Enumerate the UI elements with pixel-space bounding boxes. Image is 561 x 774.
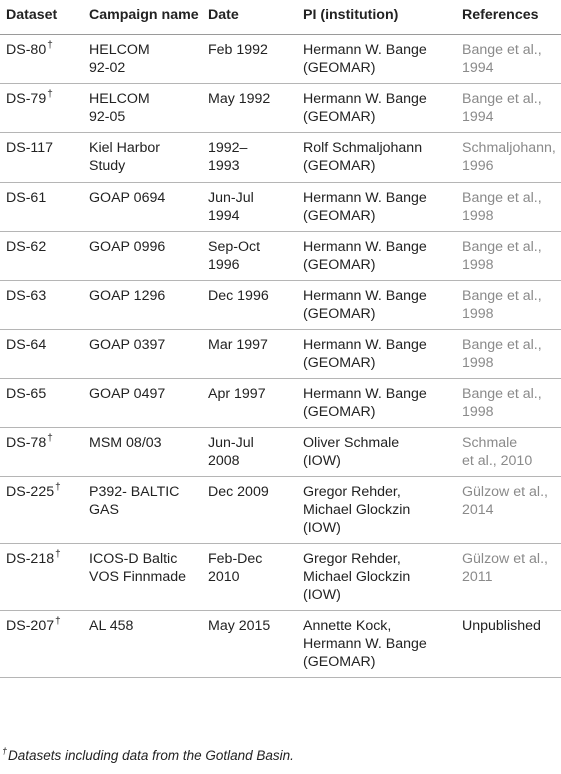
dataset-cell: [0, 330, 85, 379]
pi-cell-line: (GEOMAR): [303, 158, 376, 174]
dataset-cell: [0, 133, 85, 183]
campaign-cell-line: GAS: [89, 502, 119, 518]
campaign-cell-line: GOAP 0694: [89, 190, 166, 206]
reference-cell-line: Bange et al.,: [462, 337, 542, 353]
dataset-id: DS-207: [6, 618, 55, 634]
campaign-cell-line: Study: [89, 158, 126, 174]
dagger-mark: †: [55, 616, 61, 627]
reference-cell: [458, 183, 561, 232]
date-cell: [204, 281, 299, 330]
date-cell: [204, 611, 299, 678]
pi-cell-line: (GEOMAR): [303, 109, 376, 125]
pi-cell-line: (IOW): [303, 587, 341, 603]
pi-cell-line: Hermann W. Bange: [303, 91, 427, 107]
date-cell-line: 2010: [208, 569, 240, 585]
campaign-cell-line: GOAP 0497: [89, 386, 166, 402]
reference-cell: [458, 330, 561, 379]
dagger-mark: †: [47, 40, 53, 51]
date-cell: [204, 428, 299, 477]
pi-cell: [299, 428, 458, 477]
date-cell-line: Apr 1997: [208, 386, 266, 402]
pi-cell: [299, 35, 458, 84]
date-cell: [204, 35, 299, 84]
pi-cell-line: (GEOMAR): [303, 60, 376, 76]
date-cell: [204, 183, 299, 232]
dataset-cell: [0, 84, 85, 133]
dataset-id: DS-63: [6, 288, 47, 304]
date-cell: [204, 477, 299, 544]
pi-cell: [299, 477, 458, 544]
reference-cell: [458, 477, 561, 544]
pi-cell-line: (GEOMAR): [303, 355, 376, 371]
date-cell-line: 1996: [208, 257, 240, 273]
dagger-mark: †: [55, 549, 61, 560]
campaign-cell: [85, 183, 204, 232]
campaign-cell: [85, 428, 204, 477]
header-references: References: [458, 0, 561, 35]
reference-cell-line: Bange et al.,: [462, 42, 542, 58]
dataset-cell: [0, 611, 85, 678]
header-row: [0, 0, 561, 35]
dataset-cell: [0, 544, 85, 611]
campaign-cell-line: VOS Finnmade: [89, 569, 186, 585]
table-footnote: [2, 748, 294, 763]
dataset-cell: [0, 379, 85, 428]
dataset-cell: [0, 35, 85, 84]
date-cell-line: May 2015: [208, 618, 271, 634]
table-row: [0, 35, 561, 84]
reference-cell-line: Bange et al.,: [462, 190, 542, 206]
dataset-id: DS-61: [6, 190, 47, 206]
date-cell-line: 1993: [208, 158, 240, 174]
date-cell-line: Dec 1996: [208, 288, 269, 304]
dataset-id: DS-218: [6, 551, 55, 567]
pi-cell-line: (GEOMAR): [303, 654, 376, 670]
reference-cell-line: 1998: [462, 404, 494, 420]
campaign-cell: [85, 477, 204, 544]
table-row: [0, 232, 561, 281]
pi-cell-line: Hermann W. Bange: [303, 636, 427, 652]
dataset-cell: [0, 232, 85, 281]
reference-cell-line: Gülzow et al.,: [462, 551, 548, 567]
date-cell-line: 1992–: [208, 140, 248, 156]
table-row: [0, 477, 561, 544]
pi-cell-line: Michael Glockzin: [303, 502, 411, 518]
pi-cell-line: Hermann W. Bange: [303, 288, 427, 304]
table-header: [0, 0, 561, 35]
pi-cell: [299, 232, 458, 281]
reference-cell: [458, 232, 561, 281]
table-row: [0, 379, 561, 428]
dataset-id: DS-79: [6, 91, 47, 107]
reference-cell: [458, 379, 561, 428]
table-body: [0, 35, 561, 678]
reference-cell-line: Bange et al.,: [462, 239, 542, 255]
date-cell: [204, 232, 299, 281]
date-cell: [204, 544, 299, 611]
dataset-id: DS-78: [6, 435, 47, 451]
header-dataset: Dataset: [0, 0, 85, 35]
campaign-cell-line: HELCOM: [89, 91, 150, 107]
pi-cell-line: Hermann W. Bange: [303, 42, 427, 58]
reference-cell-line: Schmale: [462, 435, 518, 451]
pi-cell-line: (IOW): [303, 520, 341, 536]
campaign-cell: [85, 379, 204, 428]
reference-cell: [458, 35, 561, 84]
campaign-cell: [85, 84, 204, 133]
campaign-cell-line: AL 458: [89, 618, 134, 634]
pi-cell-line: (GEOMAR): [303, 404, 376, 420]
campaign-cell-line: 92-02: [89, 60, 126, 76]
dataset-id: DS-225: [6, 484, 55, 500]
date-cell-line: Feb-Dec: [208, 551, 263, 567]
pi-cell-line: (GEOMAR): [303, 306, 376, 322]
campaign-cell-line: 92-05: [89, 109, 126, 125]
pi-cell-line: Gregor Rehder,: [303, 484, 401, 500]
dagger-mark: †: [47, 433, 53, 444]
reference-cell-line: Schmaljohann,: [462, 140, 556, 156]
header-pi-institution: PI (institution): [299, 0, 458, 35]
table-row: [0, 428, 561, 477]
table-row: [0, 133, 561, 183]
campaign-cell-line: GOAP 0996: [89, 239, 166, 255]
dataset-id: DS-62: [6, 239, 47, 255]
header-campaign-name: Campaign name: [85, 0, 204, 35]
date-cell-line: Sep-Oct: [208, 239, 261, 255]
campaign-cell-line: MSM 08/03: [89, 435, 162, 451]
pi-cell-line: Michael Glockzin: [303, 569, 411, 585]
date-cell-line: Dec 2009: [208, 484, 269, 500]
campaign-cell-line: GOAP 1296: [89, 288, 166, 304]
reference-cell: [458, 133, 561, 183]
reference-cell-line: 1998: [462, 306, 494, 322]
date-cell-line: Jun-Jul: [208, 190, 254, 206]
date-cell-line: May 1992: [208, 91, 271, 107]
date-cell: [204, 330, 299, 379]
campaign-cell: [85, 330, 204, 379]
pi-cell-line: Hermann W. Bange: [303, 239, 427, 255]
header-date: Date: [204, 0, 299, 35]
dataset-cell: [0, 281, 85, 330]
date-cell-line: Mar 1997: [208, 337, 268, 353]
campaign-cell: [85, 35, 204, 84]
reference-cell-line: 1998: [462, 355, 494, 371]
reference-cell-line: 1998: [462, 257, 494, 273]
reference-cell-line: Bange et al.,: [462, 288, 542, 304]
campaign-cell: [85, 281, 204, 330]
date-cell-line: 1994: [208, 208, 240, 224]
reference-cell: [458, 281, 561, 330]
pi-cell: [299, 281, 458, 330]
dagger-mark: †: [47, 89, 53, 100]
campaign-cell-line: ICOS-D Baltic: [89, 551, 178, 567]
reference-cell-line: 1996: [462, 158, 494, 174]
dataset-cell: [0, 428, 85, 477]
campaign-cell: [85, 133, 204, 183]
pi-cell-line: Annette Kock,: [303, 618, 392, 634]
date-cell-line: 2008: [208, 453, 240, 469]
reference-cell-line: 1994: [462, 109, 494, 125]
reference-cell-line: Gülzow et al.,: [462, 484, 548, 500]
dataset-id: DS-64: [6, 337, 47, 353]
table-row: [0, 84, 561, 133]
reference-cell-line: 2011: [462, 569, 493, 585]
pi-cell: [299, 330, 458, 379]
dataset-cell: [0, 183, 85, 232]
pi-cell-line: Rolf Schmaljohann: [303, 140, 423, 156]
campaign-cell: [85, 544, 204, 611]
date-cell: [204, 133, 299, 183]
dagger-mark: †: [55, 482, 61, 493]
reference-cell-line: Bange et al.,: [462, 386, 542, 402]
pi-cell-line: Hermann W. Bange: [303, 337, 427, 353]
reference-cell-line: et al., 2010: [462, 453, 533, 469]
date-cell-line: Feb 1992: [208, 42, 268, 58]
pi-cell: [299, 183, 458, 232]
date-cell: [204, 379, 299, 428]
pi-cell: [299, 544, 458, 611]
campaign-cell-line: GOAP 0397: [89, 337, 166, 353]
pi-cell-line: Hermann W. Bange: [303, 386, 427, 402]
pi-cell-line: Gregor Rehder,: [303, 551, 401, 567]
pi-cell-line: (GEOMAR): [303, 208, 376, 224]
reference-cell-line: 2014: [462, 502, 494, 518]
date-cell: [204, 84, 299, 133]
footnote-dagger: †: [2, 746, 8, 756]
reference-cell: [458, 428, 561, 477]
pi-cell-line: (IOW): [303, 453, 341, 469]
reference-cell-line: Unpublished: [462, 618, 541, 634]
dataset-id: DS-65: [6, 386, 47, 402]
pi-cell: [299, 84, 458, 133]
reference-cell-line: Bange et al.,: [462, 91, 542, 107]
date-cell-line: Jun-Jul: [208, 435, 254, 451]
campaign-cell: [85, 611, 204, 678]
table-row: [0, 183, 561, 232]
footnote-text: Datasets including data from the Gotland Basin.: [8, 748, 294, 763]
reference-cell-line: 1998: [462, 208, 494, 224]
reference-cell: [458, 84, 561, 133]
pi-cell-line: Oliver Schmale: [303, 435, 400, 451]
pi-cell: [299, 379, 458, 428]
campaign-cell-line: P392- BALTIC: [89, 484, 180, 500]
pi-cell-line: Hermann W. Bange: [303, 190, 427, 206]
table-row: [0, 281, 561, 330]
pi-cell: [299, 133, 458, 183]
campaign-cell-line: Kiel Harbor: [89, 140, 160, 156]
campaign-cell: [85, 232, 204, 281]
reference-cell: [458, 611, 561, 678]
dataset-id: DS-117: [6, 140, 54, 156]
table-row: [0, 330, 561, 379]
dataset-cell: [0, 477, 85, 544]
table-row: [0, 544, 561, 611]
pi-cell-line: (GEOMAR): [303, 257, 376, 273]
pi-cell: [299, 611, 458, 678]
table-row: [0, 611, 561, 678]
reference-cell-line: 1994: [462, 60, 494, 76]
dataset-id: DS-80: [6, 42, 47, 58]
campaign-cell-line: HELCOM: [89, 42, 150, 58]
reference-cell: [458, 544, 561, 611]
